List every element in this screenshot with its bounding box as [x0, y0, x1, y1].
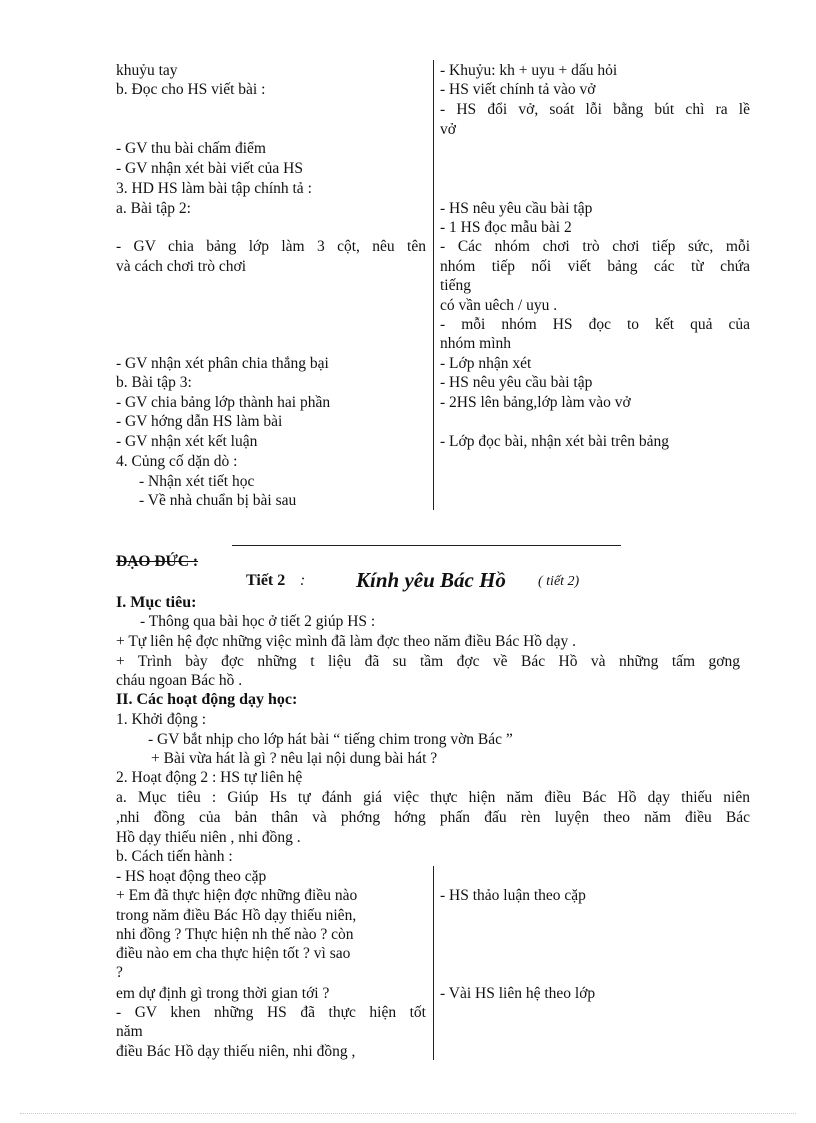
heading-activities: II. Các hoạt động dạy học:: [116, 691, 298, 708]
body-line: - Thông qua bài học ở tiết 2 giúp HS :: [140, 613, 376, 630]
table1-left-line: - GV nhận xét phân chia thắng bại: [116, 355, 329, 372]
table2-left-line: + Em đã thực hiện đợc những điều nào: [116, 887, 358, 904]
table2-right-line: - HS thảo luận theo cặp: [440, 887, 586, 904]
table1-left-line: - GV chia bảng lớp làm 3 cột, nêu tên: [116, 238, 426, 255]
body-line: + Bài vừa hát là gì ? nêu lại nội dung bài hát ?: [151, 750, 438, 767]
lesson-label: Tiết 2: [246, 572, 286, 589]
table2-left-line: trong năm điều Bác Hồ dạy thiếu niên,: [116, 907, 357, 924]
table1-right-line: - Lớp đọc bài, nhận xét bài trên bảng: [440, 433, 669, 450]
table1-left-line: 4. Củng cố dặn dò :: [116, 453, 238, 470]
lesson-colon: :: [300, 572, 306, 589]
table1-right-line: - Khuỷu: kh + uyu + dấu hỏi: [440, 62, 618, 79]
body-line: cháu ngoan Bác hồ .: [116, 672, 243, 689]
table1-left-line: - GV nhận xét kết luận: [116, 433, 258, 450]
table1-left-line: khuỷu tay: [116, 62, 178, 79]
table1-right-line: nhóm mình: [440, 335, 512, 352]
table1-right-line: - HS viết chính tả vào vở: [440, 81, 596, 98]
table1-right-line: - 1 HS đọc mẫu bài 2: [440, 219, 572, 236]
table2-left-line: năm: [116, 1023, 143, 1040]
lesson-title: Kính yêu Bác Hồ: [356, 568, 506, 592]
table1-right-line: - HS nêu yêu cầu bài tập: [440, 200, 593, 217]
table1-left-line: và cách chơi trò chơi: [116, 258, 247, 275]
table1-left-line: a. Bài tập 2:: [116, 200, 191, 217]
section-separator: [232, 545, 621, 546]
table2-left-line: điều Bác Hồ dạy thiếu niên, nhi đồng ,: [116, 1043, 356, 1060]
table1-left-line: - GV chia bảng lớp thành hai phần: [116, 394, 331, 411]
heading-objectives: I. Mục tiêu:: [116, 594, 197, 611]
body-line: 1. Khởi động :: [116, 711, 207, 728]
table1-right-line: vở: [440, 121, 456, 138]
body-line: - GV bắt nhịp cho lớp hát bài “ tiếng chim trong vờn Bác ”: [148, 731, 513, 748]
subject-heading: ĐẠO ĐỨC :: [116, 553, 199, 570]
table1-right-line: tiếng: [440, 277, 471, 294]
lesson-note: ( tiết 2): [538, 574, 580, 589]
table2-left-line: - HS hoạt động theo cặp: [116, 868, 267, 885]
body-line: b. Cách tiến hành :: [116, 848, 233, 865]
table1-left-line: b. Bài tập 3:: [116, 374, 192, 391]
page-footer-rule: [20, 1113, 796, 1114]
body-line: + Tự liên hệ đợc những việc mình đã làm đợc theo năm điều Bác Hồ dạy .: [116, 633, 577, 650]
table2-column-divider: [433, 866, 434, 1060]
table2-left-line: - GV khen những HS đã thực hiện tốt: [116, 1004, 426, 1021]
table1-right-line: - mỗi nhóm HS đọc to kết quả của: [440, 316, 750, 333]
table1-right-line: - Lớp nhận xét: [440, 355, 532, 372]
table1-right-line: nhóm tiếp nối viết bảng các từ chứa: [440, 258, 750, 275]
body-line: + Trình bày đợc những t liệu đã su tầm đợc về Bác Hồ và những tấm gơng: [116, 653, 740, 670]
table1-left-line: - GV hớng dẫn HS làm bài: [116, 413, 283, 430]
table1-left-line: - GV thu bài chấm điểm: [116, 140, 266, 157]
table2-right-line: - Vài HS liên hệ theo lớp: [440, 985, 596, 1002]
table1-left-line: b. Đọc cho HS viết bài :: [116, 81, 266, 98]
table1-right-line: có vần uêch / uyu .: [440, 297, 558, 314]
table1-left-line: - GV nhận xét bài viết của HS: [116, 160, 303, 177]
table1-left-line: - Nhận xét tiết học: [139, 473, 255, 490]
table2-left-line: nhi đồng ? Thực hiện nh thế nào ? còn: [116, 926, 354, 943]
body-line: 2. Hoạt động 2 : HS tự liên hệ: [116, 769, 303, 786]
table2-left-line: em dự định gì trong thời gian tới ?: [116, 985, 330, 1002]
table1-right-line: - 2HS lên bảng,lớp làm vào vở: [440, 394, 631, 411]
table2-left-line: điều nào em cha thực hiện tốt ? vì sao: [116, 945, 351, 962]
body-line: Hồ dạy thiếu niên , nhi đồng .: [116, 829, 301, 846]
table2-left-line: ?: [116, 964, 123, 981]
table1-right-line: - Các nhóm chơi trò chơi tiếp sức, mỗi: [440, 238, 750, 255]
table1-column-divider: [433, 60, 434, 510]
body-line: ,nhi đồng của bản thân và phớng hớng phấn đấu rèn luyện theo năm điều Bác: [116, 809, 750, 826]
table1-right-line: - HS nêu yêu cầu bài tập: [440, 374, 593, 391]
table1-left-line: 3. HD HS làm bài tập chính tả :: [116, 180, 312, 197]
table1-right-line: - HS đổi vở, soát lỗi bằng bút chì ra lề: [440, 101, 750, 118]
table1-left-line: - Về nhà chuẩn bị bài sau: [139, 492, 297, 509]
body-line: a. Mục tiêu : Giúp Hs tự đánh giá việc thực hiện năm điều Bác Hồ dạy thiếu niên: [116, 789, 750, 806]
